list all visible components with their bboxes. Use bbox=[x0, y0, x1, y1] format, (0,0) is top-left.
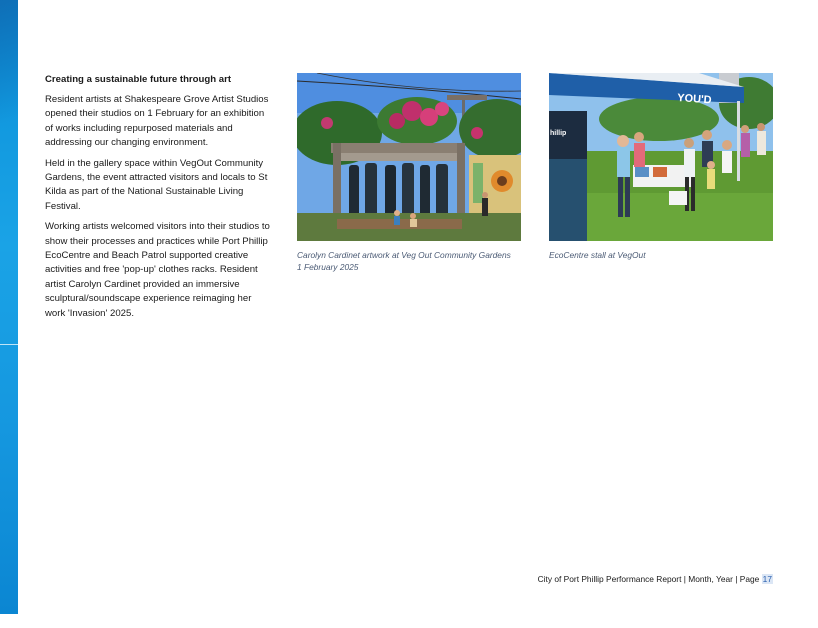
side-band-shade bbox=[0, 0, 18, 150]
section-heading: Creating a sustainable future through art bbox=[45, 74, 232, 85]
photo-ecocentre-stall bbox=[549, 73, 773, 241]
banner-sign-text: hillip bbox=[550, 130, 567, 137]
photo-caption-ecocentre: EcoCentre stall at VegOut bbox=[549, 250, 646, 260]
photo-caption-artwork: Carolyn Cardinet artwork at Veg Out Community Gardens 1 February 2025 bbox=[297, 250, 511, 272]
banner-text: YOU'D bbox=[676, 92, 712, 107]
article-text-column bbox=[45, 73, 273, 327]
footer-text: City of Port Phillip Performance Report | Month, Year | Page bbox=[537, 574, 762, 584]
paragraph-1: Resident artists at Shakespeare Grove Artist Studios opened their studios on 1 February for an exhibition of works including repurposed materials and addressing our changing environment. bbox=[45, 94, 269, 149]
page-number: 17 bbox=[762, 574, 772, 584]
side-color-band bbox=[0, 0, 18, 614]
side-band-rule bbox=[0, 344, 18, 345]
page-footer bbox=[538, 573, 773, 585]
photo-artwork-vegout bbox=[297, 73, 521, 241]
paragraph-3: Working artists welcomed visitors into their studios to show their processes and practices while Port Phillip EcoCentre and Beach Patrol supported creative activities and free 'pop-up' clothes racks. Resident artist Carolyn Cardinet provided an immersive sculptural/soundscape experience reimaging her work 'Invasion' 2025. bbox=[45, 221, 270, 319]
paragraph-2: Held in the gallery space within VegOut Community Gardens, the event attracted visitors and locals to St Kilda as part of the National Sustainable Living Festival. bbox=[45, 157, 268, 212]
